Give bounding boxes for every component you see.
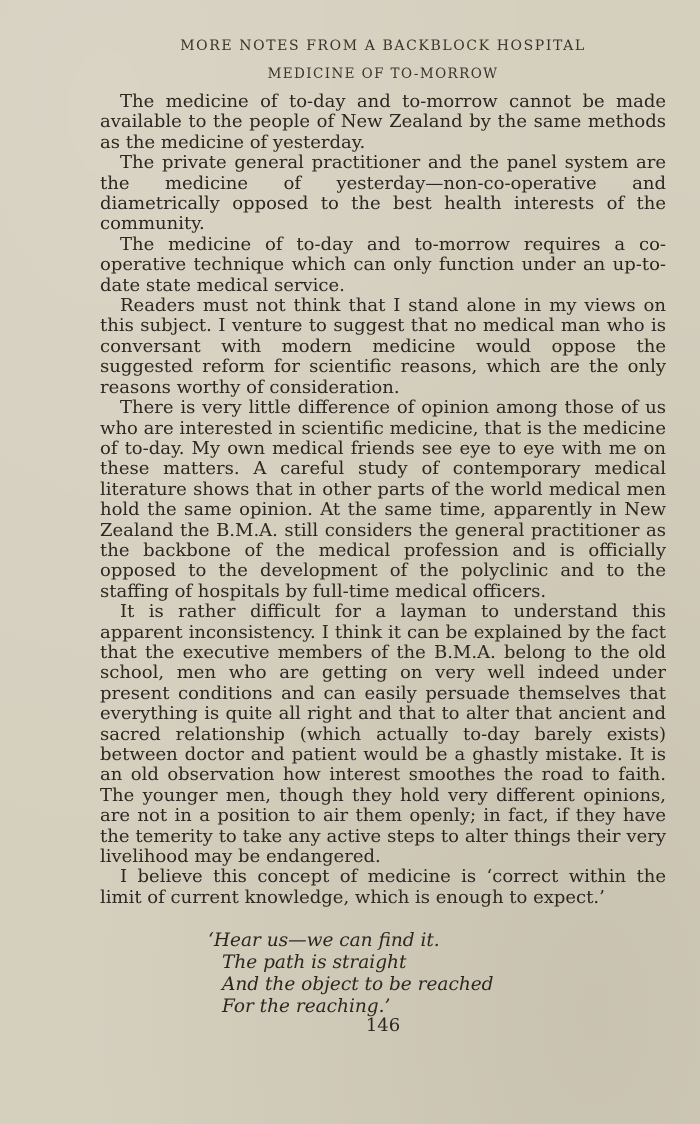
verse-line: ‘Hear us—we can find it. [208, 930, 440, 951]
chapter-title: MEDICINE OF TO-MORROW [267, 66, 499, 82]
paragraph: Readers must not think that I stand alone in my views on this subject. I venture to suggest that no medical man who is conversant with modern medicine would oppose the suggested reform for scientific reasons, which are the only reasons worthy of consideration. [100, 295, 666, 398]
paragraph: The medicine of to-day and to-morrow cannot be made available to the people of New Zealand by the same methods as the medicine of yesterday. [100, 91, 666, 153]
book-page [100, 0, 666, 1124]
paragraph: There is very little difference of opinion among those of us who are interested in scientific medicine, that is the medicine of to-day. My own medical friends see eye to eye with me on these matters. A careful study of contemporary medical literature shows that in other parts of the world medical men hold the same opinion. At the same time, apparently in New Zealand the B.M.A. still considers the general practitioner as the backbone of the medical profession and is officially opposed to the development of the polyclinic and to the staffing of hospitals by full-time medical officers. [100, 397, 666, 602]
page-number: 146 [365, 1015, 401, 1036]
verse-line: And the object to be reached [222, 974, 494, 995]
paragraph: The medicine of to-day and to-morrow requires a co-operative technique which can only function under an up-to-date state medical service. [100, 233, 666, 296]
paragraph: It is rather difficult for a layman to understand this apparent inconsistency. I think it can be explained by the fact that the executive members of the B.M.A. belong to the old school, men who are getting on very well indeed under present conditions and can easily persuade themselves that everything is quite all right and that to alter that ancient and sacred relationship (which actually to-day barely exists) between doctor and patient would be a ghastly mistake. It is an old observation how interest smoothes the road to faith. The younger men, though they hold very different opinions, are not in a position to air them openly; in fact, if they have the temerity to take any active steps to alter things their very livelihood may be endangered. [100, 601, 666, 868]
verse-quotation [208, 930, 494, 1018]
verse-line: For the reaching.’ [222, 996, 391, 1017]
body-text [100, 92, 666, 908]
verse-line: The path is straight [222, 952, 407, 973]
paragraph: The private general practitioner and the panel system are the medicine of yesterday—non-co-operative and diametrically opposed to the best health interests of the community. [100, 152, 666, 235]
running-head: MORE NOTES FROM A BACKBLOCK HOSPITAL [180, 38, 586, 54]
paragraph: I believe this concept of medicine is ‘correct within the limit of current knowledge, which is enough to expect.’ [100, 866, 666, 908]
